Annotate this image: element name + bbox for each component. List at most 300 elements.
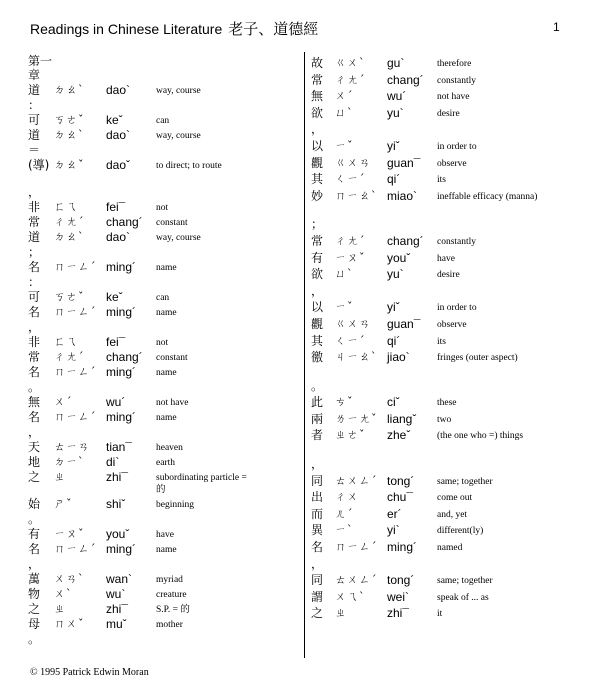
zhuyin: ㄧㄡˇ: [335, 250, 366, 264]
hanzi: 母: [28, 617, 41, 631]
gloss: mother: [156, 620, 183, 630]
hanzi: 出: [311, 490, 324, 505]
gloss: have: [156, 530, 174, 540]
zhuyin: ㄍㄨㄢ: [335, 155, 371, 169]
hanzi: 可: [28, 290, 41, 304]
hanzi: 觀: [311, 155, 324, 170]
zhuyin: ㄎㄜˇ: [54, 113, 85, 126]
zhuyin: ㄨˋ: [54, 587, 73, 600]
gloss: have: [437, 253, 455, 264]
hanzi: 其: [311, 333, 324, 348]
pinyin: yu`: [387, 267, 404, 282]
zhuyin: ㄇㄧㄥˊ: [335, 540, 378, 554]
gloss: name: [156, 263, 177, 273]
gloss: [437, 457, 553, 459]
gloss: in order to: [437, 141, 477, 152]
zhuyin: ㄉㄠˋ: [54, 83, 85, 96]
gloss: not have: [156, 398, 189, 408]
gloss: name: [156, 413, 177, 423]
vocab-row: [28, 200, 258, 214]
pinyin: ming´: [106, 305, 137, 319]
gloss: [156, 245, 258, 247]
hanzi: 道: [28, 230, 41, 244]
vocab-row: [28, 275, 258, 289]
hanzi: 其: [311, 172, 324, 187]
hanzi: 無: [28, 395, 41, 409]
gloss: [156, 98, 258, 100]
hanzi: 兩: [311, 411, 324, 426]
vocab-row: [28, 587, 258, 601]
hanzi: 名: [311, 540, 324, 555]
vocab-row: [28, 602, 258, 616]
hanzi: ，: [311, 283, 324, 298]
gloss: beginning: [156, 500, 194, 510]
vocab-row: [311, 334, 553, 348]
vocab-row: [28, 290, 258, 304]
gloss: named: [437, 543, 463, 554]
gloss: [156, 380, 258, 382]
hanzi: 名: [28, 305, 41, 319]
pinyin: chang´: [387, 72, 424, 87]
zhuyin: ㄇㄧㄥˊ: [54, 365, 97, 378]
gloss: subordinating particle = 的: [156, 473, 247, 495]
zhuyin: ㄉㄠˋ: [54, 128, 85, 141]
hanzi: 名: [28, 365, 41, 379]
zhuyin: ㄑㄧˊ: [335, 172, 366, 186]
chinese-title: 老子、道德經: [228, 20, 319, 38]
hanzi: 地: [28, 455, 41, 469]
pinyin: guan¯: [387, 316, 421, 331]
hanzi: 欲: [311, 267, 324, 282]
hanzi: 名: [28, 260, 41, 274]
pinyin: shiˇ: [106, 497, 126, 511]
hanzi: 常: [311, 72, 324, 87]
vocab-row: [28, 365, 258, 379]
vocab-row: [28, 98, 258, 112]
hanzi: ，: [28, 557, 41, 571]
pinyin: di`: [106, 455, 120, 469]
vocab-row: [28, 185, 258, 199]
copyright-footer: © 1995 Patrick Edwin Moran: [30, 667, 149, 678]
gloss: [437, 557, 553, 559]
hanzi: ，: [28, 185, 41, 199]
hanzi: ；: [28, 245, 41, 259]
vocab-row: [311, 507, 553, 521]
gloss: name: [156, 545, 177, 555]
gloss: [156, 275, 258, 277]
hanzi: 非: [28, 200, 41, 214]
vocab-row: [28, 572, 258, 586]
vocab-row: [311, 573, 553, 587]
zhuyin: ㄧˇ: [335, 138, 354, 152]
gloss: heaven: [156, 443, 183, 453]
vocab-row: [28, 542, 258, 556]
pinyin: tong´: [387, 473, 415, 488]
vocab-row: [311, 490, 553, 504]
gloss: way, course: [156, 86, 201, 96]
vocab-row: [311, 379, 553, 393]
zhuyin: ㄉㄠˇ: [54, 158, 85, 171]
pinyin: qi´: [387, 333, 401, 348]
pinyin: fei¯: [106, 200, 126, 214]
hanzi: 同: [311, 573, 324, 588]
hanzi: 名: [28, 542, 41, 556]
pinyin: ming´: [106, 365, 137, 379]
zhuyin: ㄦˊ: [335, 506, 354, 520]
hanzi: 有: [311, 250, 324, 265]
vocab-row: [28, 557, 258, 571]
vocab-row: [28, 245, 258, 259]
pinyin: chang´: [106, 350, 143, 364]
vocab-row: [28, 455, 258, 469]
pinyin: yiˇ: [387, 138, 400, 153]
gloss: fringes (outer aspect): [437, 353, 518, 364]
zhuyin: ㄊㄨㄥˊ: [335, 473, 378, 487]
vocab-row: [28, 527, 258, 541]
pinyin: zhi¯: [387, 606, 409, 621]
hanzi: 同: [311, 473, 324, 488]
pinyin: wu`: [106, 587, 126, 601]
vocab-row: [28, 617, 258, 631]
hanzi: ：: [28, 98, 41, 112]
hanzi: 以: [311, 300, 324, 315]
hanzi: 異: [311, 523, 324, 538]
gloss: its: [437, 175, 446, 186]
hanzi: 天: [28, 440, 41, 454]
page-header: [30, 18, 318, 39]
vocab-row: [311, 474, 553, 488]
gloss: and, yet: [437, 509, 468, 520]
hanzi: 常: [311, 233, 324, 248]
gloss: constant: [156, 218, 188, 228]
zhuyin: ㄧㄡˇ: [54, 527, 85, 540]
hanzi: 徼: [311, 350, 324, 365]
zhuyin: ㄨˊ: [54, 395, 73, 408]
pinyin: muˇ: [106, 617, 127, 631]
pinyin: qi´: [387, 172, 401, 187]
hanzi: 而: [311, 506, 324, 521]
gloss: constantly: [437, 236, 477, 247]
pinyin: chu¯: [387, 490, 413, 505]
pinyin: zhi¯: [106, 470, 128, 484]
vocab-row: [28, 305, 258, 319]
hanzi: 。: [311, 378, 324, 393]
hanzi: 無: [311, 89, 324, 104]
hanzi: 此: [311, 395, 324, 410]
vocab-row: [28, 335, 258, 349]
pinyin: wei`: [387, 589, 410, 604]
vocab-row: [311, 189, 553, 215]
vocab-row: [311, 412, 553, 426]
pinyin: jiao`: [387, 350, 410, 365]
hanzi: 道: [28, 128, 41, 142]
vocab-row: [311, 139, 553, 153]
gloss: not: [156, 203, 169, 213]
zhuyin: ㄓ: [335, 606, 347, 620]
zhuyin: ㄔㄤˊ: [335, 72, 366, 86]
hanzi: 之: [28, 470, 41, 484]
gloss: way, course: [156, 131, 201, 141]
hanzi: 常: [28, 215, 41, 229]
vocab-row: [28, 158, 258, 184]
gloss: [156, 557, 258, 559]
vocab-row: [28, 230, 258, 244]
vocab-row: [311, 234, 553, 248]
pinyin: liangˇ: [387, 411, 417, 426]
vocab-row: [311, 73, 553, 87]
vocab-row: [28, 215, 258, 229]
gloss: name: [156, 308, 177, 318]
vocab-row: [311, 523, 553, 537]
pinyin: dao`: [106, 230, 131, 244]
pinyin: guan¯: [387, 155, 421, 170]
hanzi: 妙: [311, 188, 324, 203]
hanzi: ，: [28, 320, 41, 334]
hanzi: 非: [28, 335, 41, 349]
vocab-row: [28, 260, 258, 274]
pinyin: chang´: [387, 233, 424, 248]
page-number: 1: [553, 20, 560, 34]
vocab-row: [28, 83, 258, 97]
zhuyin: ㄩˋ: [335, 267, 354, 281]
hanzi: ，: [311, 556, 324, 571]
zhuyin: ㄩˋ: [335, 105, 354, 119]
pinyin: daoˇ: [106, 158, 131, 172]
gloss: speak of ... as: [437, 592, 489, 603]
hanzi: 。: [28, 632, 41, 646]
vocab-row: [311, 457, 553, 471]
vocab-row: [311, 251, 553, 265]
gloss: its: [437, 336, 446, 347]
gloss: [156, 54, 258, 56]
zhuyin: ㄇㄧㄥˊ: [54, 305, 97, 318]
hanzi: 始: [28, 497, 41, 511]
gloss: [437, 379, 553, 381]
zhuyin: ㄓ: [54, 602, 66, 615]
vocab-row: [28, 113, 258, 127]
hanzi: ，: [311, 122, 324, 137]
gloss: same; together: [437, 476, 493, 487]
gloss: [437, 122, 553, 124]
vocab-row: [28, 512, 258, 526]
hanzi: ：: [28, 275, 41, 289]
gloss: desire: [437, 270, 460, 281]
gloss: these: [437, 398, 457, 409]
gloss: [156, 632, 258, 634]
hanzi: 以: [311, 138, 324, 153]
zhuyin: ㄑㄧˊ: [335, 333, 366, 347]
gloss: same; together: [437, 576, 493, 587]
right-vocab-column: [311, 56, 553, 623]
gloss: constantly: [437, 75, 477, 86]
zhuyin: ㄔㄤˊ: [54, 215, 85, 228]
gloss: (the one who =) things: [437, 431, 524, 442]
gloss: different(ly): [437, 526, 484, 537]
zhuyin: ㄍㄨㄢ: [335, 316, 371, 330]
zhuyin: ㄇㄧㄠˋ: [335, 188, 378, 202]
vocab-row: [28, 143, 258, 157]
gloss: way, course: [156, 233, 201, 243]
zhuyin: ㄘˇ: [335, 395, 354, 409]
zhuyin: ㄈㄟ: [54, 335, 78, 348]
zhuyin: ㄈㄟ: [54, 200, 78, 213]
pinyin: ming´: [106, 542, 137, 556]
gloss: observe: [437, 158, 467, 169]
zhuyin: ㄨㄢˋ: [54, 572, 85, 585]
zhuyin: ㄓ: [54, 470, 66, 483]
hanzi: (導): [28, 158, 50, 172]
gloss: therefore: [437, 59, 472, 69]
vocab-row: [311, 557, 553, 571]
pinyin: youˇ: [387, 250, 411, 265]
zhuyin: ㄔㄤˊ: [335, 233, 366, 247]
zhuyin: ㄧˇ: [335, 300, 354, 314]
zhuyin: ㄇㄧㄥˊ: [54, 542, 97, 555]
zhuyin: ㄕˇ: [54, 497, 73, 510]
pinyin: ming´: [106, 260, 137, 274]
hanzi: ；: [311, 217, 324, 232]
vocab-row: [28, 54, 258, 82]
vocab-row: [311, 300, 553, 314]
vocab-row: [311, 395, 553, 409]
zhuyin: ㄧˋ: [335, 523, 354, 537]
pinyin: keˇ: [106, 113, 123, 127]
vocab-row: [311, 267, 553, 281]
pinyin: wan`: [106, 572, 133, 586]
hanzi: 道: [28, 83, 41, 97]
pinyin: keˇ: [106, 290, 123, 304]
hanzi: 之: [311, 606, 324, 621]
hanzi: ＝: [28, 143, 41, 157]
vocab-row: [28, 380, 258, 394]
gloss: not have: [437, 92, 470, 103]
zhuyin: ㄇㄧㄥˊ: [54, 260, 97, 273]
hanzi: 物: [28, 587, 41, 601]
hanzi: 。: [28, 380, 41, 394]
zhuyin: ㄎㄜˇ: [54, 290, 85, 303]
pinyin: gu`: [387, 56, 405, 70]
hanzi: 。: [28, 512, 41, 526]
pinyin: zhi¯: [106, 602, 128, 616]
pinyin: tong´: [387, 573, 415, 588]
gloss: to direct; to route: [156, 161, 222, 171]
zhuyin: ㄉㄧˋ: [54, 455, 85, 468]
pinyin: zheˇ: [387, 428, 411, 443]
pinyin: ming´: [387, 540, 418, 555]
gloss: two: [437, 414, 452, 425]
vocab-row: [311, 428, 553, 454]
hanzi: 可: [28, 113, 41, 127]
vocab-row: [311, 106, 553, 120]
gloss: it: [437, 609, 443, 620]
hanzi: 第一章: [28, 54, 53, 82]
vocab-row: [311, 540, 553, 554]
gloss: [437, 284, 553, 286]
zhuyin: ㄔㄨ: [335, 490, 359, 504]
gloss: myriad: [156, 575, 183, 585]
gloss: can: [156, 116, 170, 126]
vocab-row: [28, 410, 258, 424]
gloss: [156, 185, 258, 187]
zhuyin: ㄇㄧㄥˊ: [54, 410, 97, 423]
vocab-row: [311, 606, 553, 620]
hanzi: ，: [28, 425, 41, 439]
hanzi: 欲: [311, 105, 324, 120]
hanzi: 名: [28, 410, 41, 424]
zhuyin: ㄔㄤˊ: [54, 350, 85, 363]
vocab-row: [311, 89, 553, 103]
hanzi: 謂: [311, 589, 324, 604]
pinyin: dao`: [106, 83, 131, 97]
gloss: can: [156, 293, 170, 303]
hanzi: 常: [28, 350, 41, 364]
hanzi: ，: [311, 457, 324, 472]
gloss: [437, 217, 553, 219]
zhuyin: ㄓㄜˇ: [335, 428, 366, 442]
hanzi: 之: [28, 602, 41, 616]
pinyin: wu´: [387, 89, 407, 104]
gloss: S.P. = 的: [156, 605, 190, 615]
vocab-row: [28, 470, 258, 496]
hanzi: 有: [28, 527, 41, 541]
vocab-row: [28, 320, 258, 334]
vocab-row: [311, 122, 553, 136]
pinyin: wu´: [106, 395, 126, 409]
gloss: desire: [437, 108, 460, 119]
vocab-row: [28, 350, 258, 364]
vocab-row: [28, 440, 258, 454]
pinyin: er´: [387, 506, 402, 521]
pinyin: fei¯: [106, 335, 126, 349]
pinyin: tian¯: [106, 440, 132, 454]
vocab-row: [28, 497, 258, 511]
left-vocab-column: [28, 54, 258, 647]
gloss: [156, 425, 258, 427]
zhuyin: ㄉㄠˋ: [54, 230, 85, 243]
gloss: not: [156, 338, 169, 348]
gloss: in order to: [437, 303, 477, 314]
vocab-row: [311, 56, 553, 70]
pinyin: dao`: [106, 128, 131, 142]
zhuyin: ㄍㄨˋ: [335, 56, 366, 69]
vocab-row: [28, 395, 258, 409]
zhuyin: ㄊㄧㄢ: [54, 440, 90, 453]
vocab-row: [28, 128, 258, 142]
page-title: Readings in Chinese Literature: [30, 21, 223, 37]
vocab-row: [311, 350, 553, 376]
vocab-row: [311, 284, 553, 298]
vocab-row: [311, 172, 553, 186]
zhuyin: ㄐㄧㄠˋ: [335, 350, 378, 364]
zhuyin: ㄨˊ: [335, 89, 354, 103]
zhuyin: ㄇㄨˇ: [54, 617, 85, 630]
pinyin: ciˇ: [387, 395, 400, 410]
hanzi: 萬: [28, 572, 41, 586]
hanzi: 觀: [311, 316, 324, 331]
gloss: constant: [156, 353, 188, 363]
zhuyin: ㄊㄨㄥˊ: [335, 573, 378, 587]
gloss: earth: [156, 458, 175, 468]
gloss: creature: [156, 590, 187, 600]
pinyin: yi`: [387, 523, 400, 538]
vocab-row: [311, 590, 553, 604]
gloss: ineffable efficacy (manna): [437, 191, 538, 202]
zhuyin: ㄌㄧㄤˇ: [335, 411, 378, 425]
vocab-row: [28, 632, 258, 646]
pinyin: ming´: [106, 410, 137, 424]
hanzi: 者: [311, 428, 324, 443]
zhuyin: ㄨㄟˋ: [335, 589, 366, 603]
